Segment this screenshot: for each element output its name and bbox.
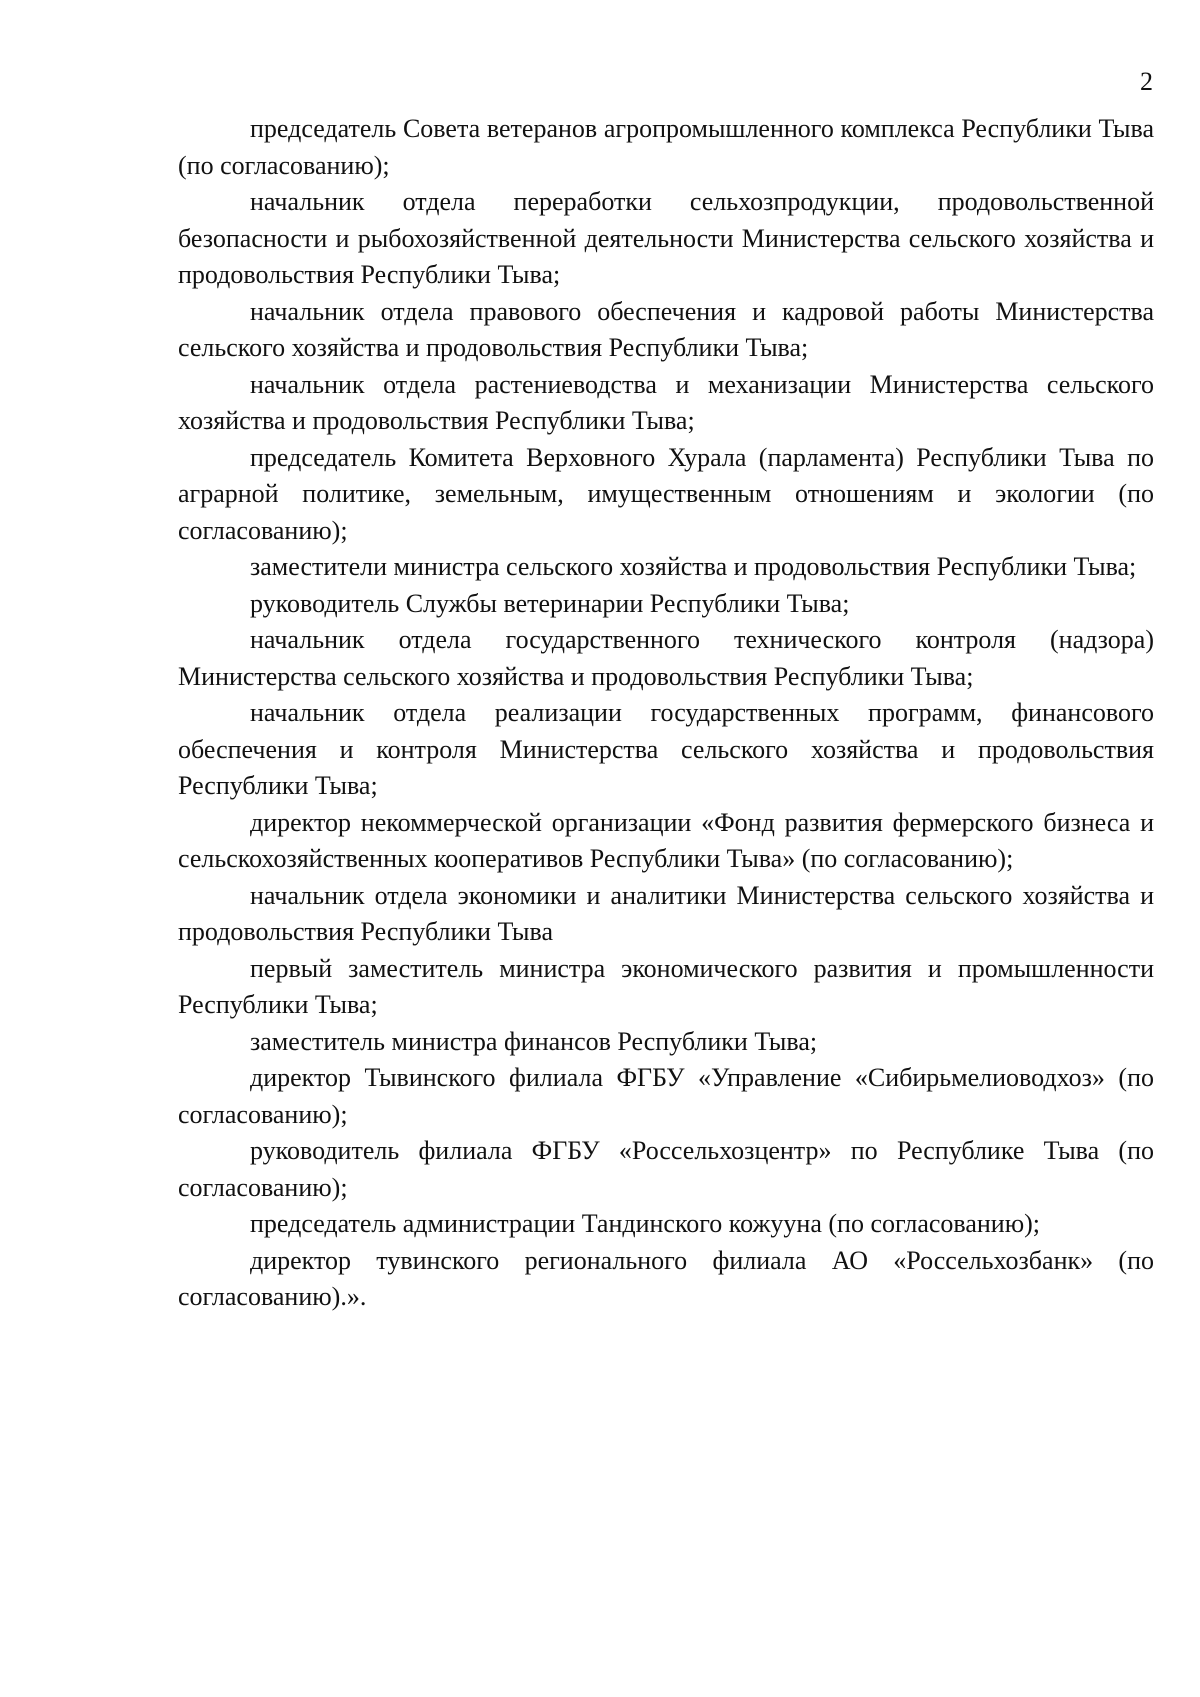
list-item: заместитель министра финансов Республики Тыва; [250, 1026, 818, 1056]
list-item: начальник отдела государственного технического контроля (надзора) Министерства сельского хозяйства и продовольствия Республики Тыва; [178, 625, 1154, 691]
list-item: руководитель филиала ФГБУ «Россельхозцентр» по Республике Тыва (по согласованию); [178, 1136, 1154, 1202]
page-number: 2 [1140, 67, 1153, 96]
list-item: начальник отдела экономики и аналитики Министерства сельского хозяйства и продовольствия Республики Тыва [178, 880, 1154, 946]
list-item: начальник отдела реализации государственных программ, финансового обеспечения и контроля Министерства сельского хозяйства и продовольствия Республики Тыва; [178, 698, 1154, 800]
list-item: председатель Совета ветеранов агропромышленного комплекса Республики Тыва (по согласованию); [178, 114, 1154, 180]
list-item: руководитель Службы ветеринарии Республики Тыва; [250, 588, 850, 618]
list-item: начальник отдела правового обеспечения и кадровой работы Министерства сельского хозяйства и продовольствия Республики Тыва; [178, 296, 1154, 362]
list-item: председатель администрации Тандинского кожууна (по согласованию); [250, 1209, 1041, 1238]
list-item: председатель Комитета Верховного Хурала (парламента) Республики Тыва по аграрной политике, земельным, имущественным отношениям и экологии (по согласованию); [178, 442, 1154, 545]
list-item: директор некоммерческой организации «Фонд развития фермерского бизнеса и сельскохозяйственных кооперативов Республики Тыва» (по согласованию); [178, 807, 1154, 873]
list-item: директор Тывинского филиала ФГБУ «Управление «Сибирьмелиоводхоз» (по согласованию); [178, 1063, 1154, 1129]
list-item: начальник отдела переработки сельхозпродукции, продовольственной безопасности и рыбохозяйственной деятельности Министерства сельского хозяйства и продовольствия Республики Тыва; [178, 187, 1154, 289]
member-list [178, 111, 1154, 1316]
list-item: директор тувинского регионального филиала АО «Россельхозбанк» (по согласованию).». [178, 1245, 1154, 1311]
list-item: заместители министра сельского хозяйства и продовольствия Республики Тыва; [250, 552, 1137, 581]
list-item: первый заместитель министра экономического развития и промышленности Республики Тыва; [178, 953, 1154, 1019]
list-item: начальник отдела растениеводства и механизации Министерства сельского хозяйства и продовольствия Республики Тыва; [178, 369, 1154, 435]
